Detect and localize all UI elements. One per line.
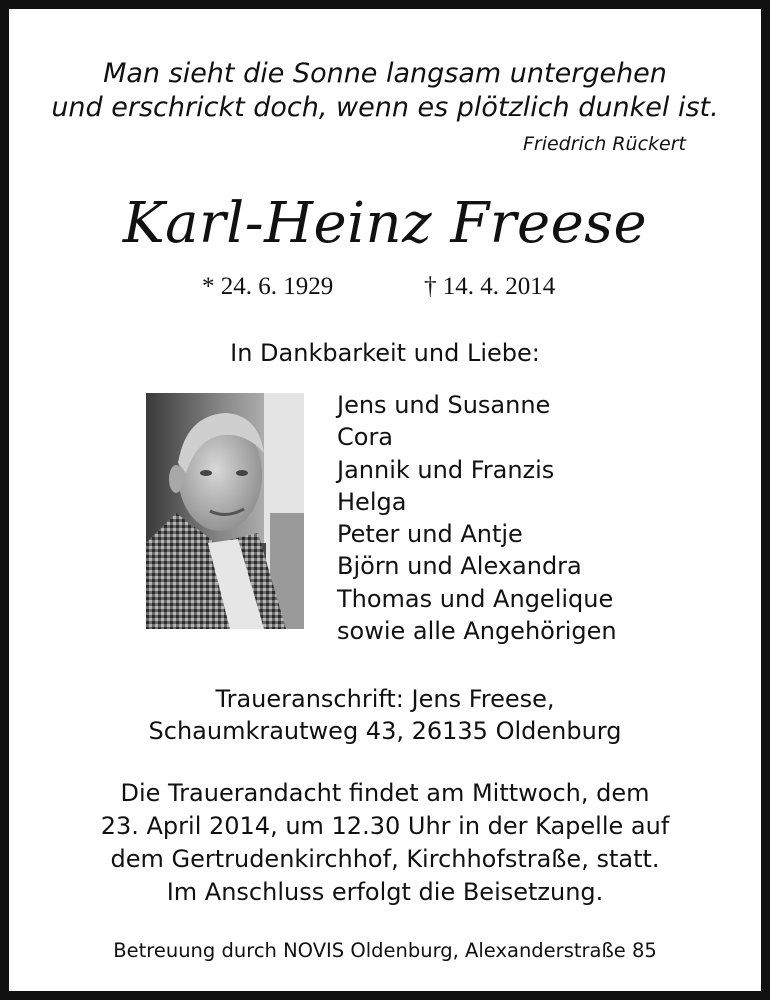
- deceased-name: Karl-Heinz Freese: [122, 191, 648, 256]
- portrait-photo: [146, 393, 304, 629]
- address-line-1: Traueranschrift: Jens Freese,: [215, 685, 555, 713]
- service-line-3: dem Gertrudenkirchhof, Kirchhofstraße, statt.: [110, 845, 660, 873]
- mourner-name: Björn und Alexandra: [337, 552, 582, 581]
- mourners-list: [337, 389, 617, 647]
- mourner-name: sowie alle Angehörigen: [337, 617, 617, 646]
- quote-line-2: und erschrickt doch, wenn es plötzlich dunkel ist.: [51, 92, 719, 123]
- funeral-home-footer: Betreuung durch NOVIS Oldenburg, Alexanderstraße 85: [113, 939, 657, 962]
- service-line-1: Die Trauerandacht findet am Mittwoch, dem: [120, 779, 650, 807]
- portrait-photo-image: [146, 393, 304, 629]
- mourner-name: Thomas und Angelique: [337, 584, 614, 613]
- quote-line-1: Man sieht die Sonne langsam untergehen: [103, 58, 667, 89]
- mourner-name: Cora: [337, 423, 394, 452]
- mourner-name: Jens und Susanne: [337, 391, 551, 419]
- mourner-name: Peter und Antje: [337, 520, 523, 549]
- gratitude-line: In Dankbarkeit und Liebe:: [230, 339, 540, 367]
- death-date: † 14. 4. 2014: [424, 273, 556, 300]
- service-line-2: 23. April 2014, um 12.30 Uhr in der Kapelle auf: [100, 812, 670, 840]
- birth-date: * 24. 6. 1929: [202, 273, 334, 300]
- mourner-name: Jannik und Franzis: [337, 455, 555, 484]
- service-line-4: Im Anschluss erfolgt die Beisetzung.: [166, 878, 604, 906]
- quote-author: Friedrich Rückert: [522, 133, 686, 155]
- address-line-2: Schaumkrautweg 43, 26135 Oldenburg: [148, 717, 622, 745]
- mourner-name: Helga: [337, 487, 407, 516]
